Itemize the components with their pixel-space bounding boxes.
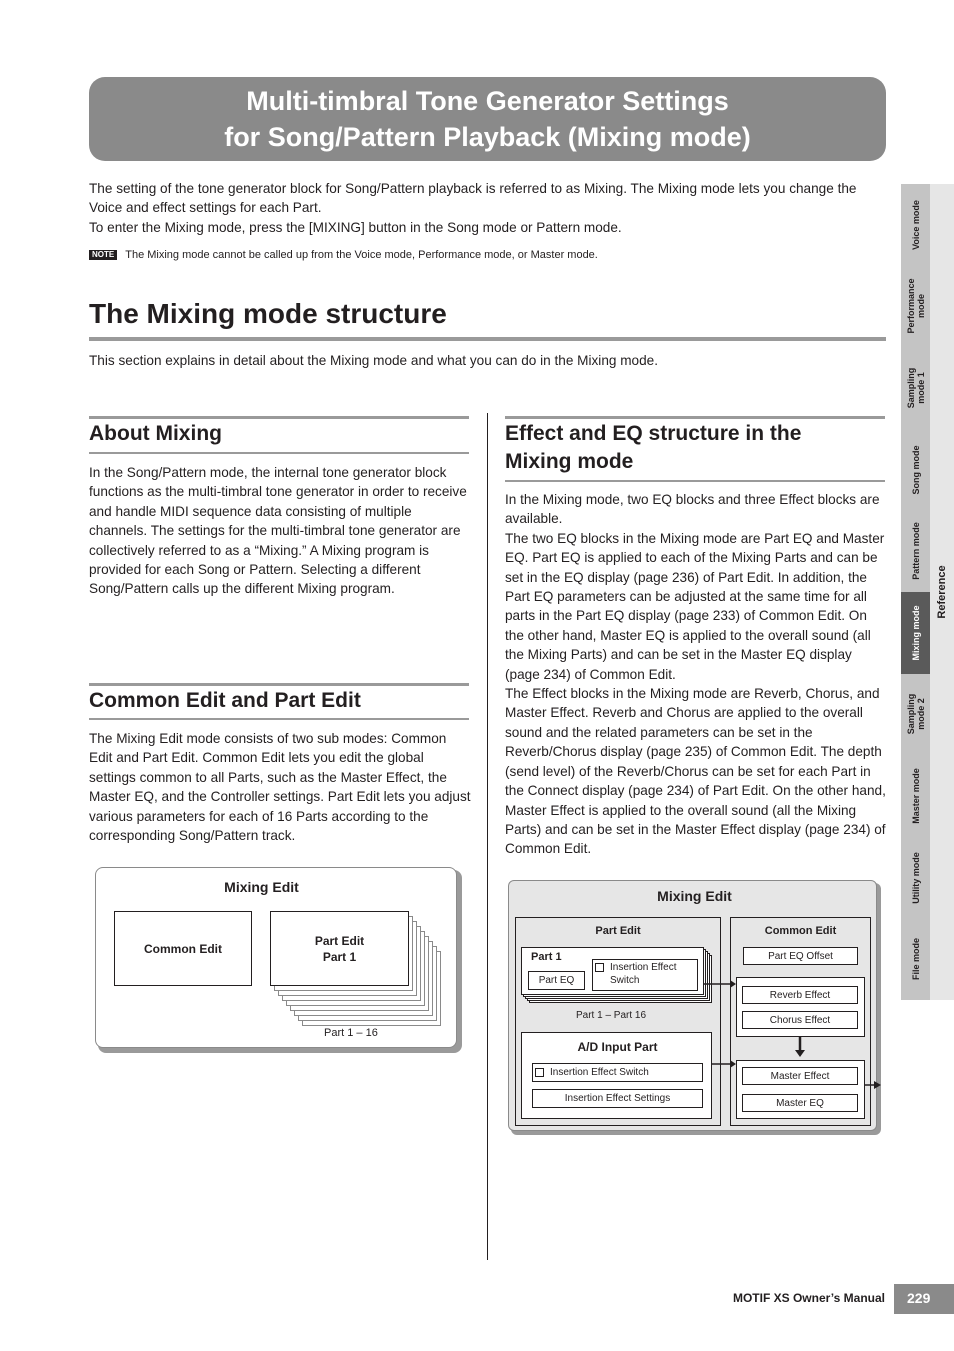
diagram1-common-edit-label: Common Edit [144,941,222,956]
common-rule-bottom [89,718,469,720]
side-tab-label: Master mode [910,768,921,824]
footer-manual-title: MOTIF XS Owner’s Manual [732,1291,885,1305]
banner-line-1: Multi-timbral Tone Generator Settings [246,86,729,116]
diagram2-ad-title: A/D Input Part [577,1040,658,1054]
side-tab-label: Performance mode [905,278,926,334]
side-tab-label: Song mode [910,445,921,495]
diagram2-ad-switch-label: Insertion Effect Switch [550,1067,649,1078]
diagram2-arrows [508,880,881,1135]
arrow-right-icon [874,1081,881,1089]
side-tab-label: Utility mode [910,851,921,904]
chapter-banner [89,77,886,161]
side-tab-label: Sampling mode 1 [905,367,926,409]
diagram2-chorus-label: Chorus Effect [769,1014,831,1026]
diagram2-part-edit-label: Part Edit [595,925,641,937]
diagram1-common-edit [114,911,252,986]
section-title: The Mixing mode structure [89,298,447,329]
section-description: This section explains in detail about the Mixing mode and what you can do in the Mixing mode. [89,353,658,368]
diagram2-part-eq-offset-label: Part EQ Offset [768,950,833,962]
side-tab-label: Sampling mode 2 [905,694,926,735]
side-tab-utility-mode[interactable] [901,837,930,920]
effect-paragraph-2: The two EQ blocks in the Mixing mode are Part EQ and Master EQ. Part EQ is applied to each of the Mixing Parts and can be set in the EQ display (page 236) of Part Edit. In addition, the Part EQ parameters can be adjusted at the same time for all parts in the Part EQ display (page 233) of Common Edit. On the other hand, Master EQ is applied to the overall sound (all the Mixing Parts) and can be set in the Master EQ display (page 234) of Common Edit. [505,530,885,682]
diagram2-insertion-switch-l1: Insertion Effect [610,962,677,973]
side-tab-song-mode[interactable] [901,429,930,512]
banner-line-2: for Song/Pattern Playback (Mixing mode) [224,122,751,152]
about-rule-bottom [89,452,469,454]
diagram2-master-eq-label: Master EQ [776,1097,824,1109]
effect-rule-bottom [505,480,885,482]
common-title: Common Edit and Part Edit [89,689,361,712]
effect-title-line-1: Effect and EQ structure in the [505,422,802,445]
reference-column [930,184,954,1000]
side-tab-sampling-mode-1[interactable] [901,347,930,430]
diagram1-part-edit-label: Part Edit [314,933,365,948]
diagram2-reverb-label: Reverb Effect [769,989,831,1001]
common-rule-top [89,683,469,686]
diagram2-title: Mixing Edit [657,888,732,904]
side-tab-performance-mode[interactable] [901,266,930,349]
arrow-right-icon [730,1060,736,1068]
effect-paragraph-1: In the Mixing mode, two EQ blocks and three Effect blocks are available. [505,492,880,527]
arrow-down-icon [795,1050,805,1057]
side-tab-label: Voice mode [910,199,921,250]
intro-paragraph-1: The setting of the tone generator block for Song/Pattern playback is referred to as Mixing. The Mixing mode lets you change the Voice and effect settings for each Part. [89,181,857,216]
diagram1-range: Part 1 – 16 [324,1027,378,1039]
side-tab-mixing-mode[interactable] [901,592,930,675]
effect-title-line-2: Mixing mode [505,450,634,473]
intro-paragraph-2: To enter the Mixing mode, press the [MIXING] button in the Song mode or Pattern mode. [89,219,622,235]
diagram-effect-eq-structure [508,880,881,1135]
common-body: The Mixing Edit mode consists of two sub modes: Common Edit and Part Edit. Common Edit lets you edit the global settings common to all Parts, such as the Master Effect, the Master EQ, and the Controller settings. Part Edit lets you adjust various parameters for each of 16 Parts according to the corresponding Song/Pattern track. [89,731,471,844]
section-rule [89,337,886,341]
intro [89,179,889,237]
reference-label: Reference [936,565,948,619]
diagram2-common-edit-label: Common Edit [764,925,837,937]
effect-rule-top [505,416,885,419]
side-tabs [901,184,954,1000]
side-tab-master-mode[interactable] [901,755,930,838]
side-tab-label: Pattern mode [910,522,921,580]
diagram1-part1-label: Part 1 [322,949,357,964]
note-label: NOTE [89,250,117,260]
side-tab-label: Mixing mode [910,605,921,661]
note-text: The Mixing mode cannot be called up from the Voice mode, Performance mode, or Master mode. [125,249,598,261]
column-divider [487,413,488,1260]
diagram2-part1-label: Part 1 [531,951,562,963]
diagram2-range: Part 1 – Part 16 [576,1010,647,1021]
side-tab-voice-mode[interactable] [901,184,930,267]
diagram2-ad-settings-label: Insertion Effect Settings [564,1093,671,1104]
side-tab-file-mode[interactable] [901,918,930,1001]
diagram2-master-effect-label: Master Effect [770,1070,830,1082]
effect-body [505,490,887,859]
diagram2-part-eq-label: Part EQ [538,975,575,986]
side-tab-label: File mode [910,938,921,981]
diagram1-title: Mixing Edit [224,879,299,895]
arrow-right-icon [730,980,736,988]
about-body: In the Song/Pattern mode, the internal tone generator block functions as the multi-timbral tone generator in order to receive and handle MIDI sequence data consisting of multiple channels. The settings for the multi-timbral tone generator are collectively referred to as a “Mixing.” A Mixing program is provided for each Song or Pattern. Selecting a different Song/Pattern calls up the different Mixing program. [89,465,467,597]
about-rule-top [89,416,469,419]
effect-paragraph-3: The Effect blocks in the Mixing mode are Reverb, Chorus, and Master Effect. Reverb and Chorus are applied to the overall sound and the related parameters can be set in the Reverb/Chorus display (page 235) of Common Edit. The depth (send level) of the Reverb/Chorus can be set for each Part in the Connect display (page 234) of Part Edit. On the other hand, Master Effect is applied to the overall sound (all the Mixing Parts) and can be set in the Master Effect display (page 234) of Common Edit. [505,686,886,857]
page-number: 229 [894,1284,954,1314]
side-tab-pattern-mode[interactable] [901,510,930,593]
about-title: About Mixing [89,422,222,445]
note [89,248,889,262]
effect-title [505,420,801,476]
diagram-mixing-edit-simple [95,867,462,1053]
diagram1-part-edit [270,911,409,986]
diagram2-insertion-switch-l2: Switch [610,975,640,986]
side-tab-sampling-mode-2[interactable] [901,674,930,757]
